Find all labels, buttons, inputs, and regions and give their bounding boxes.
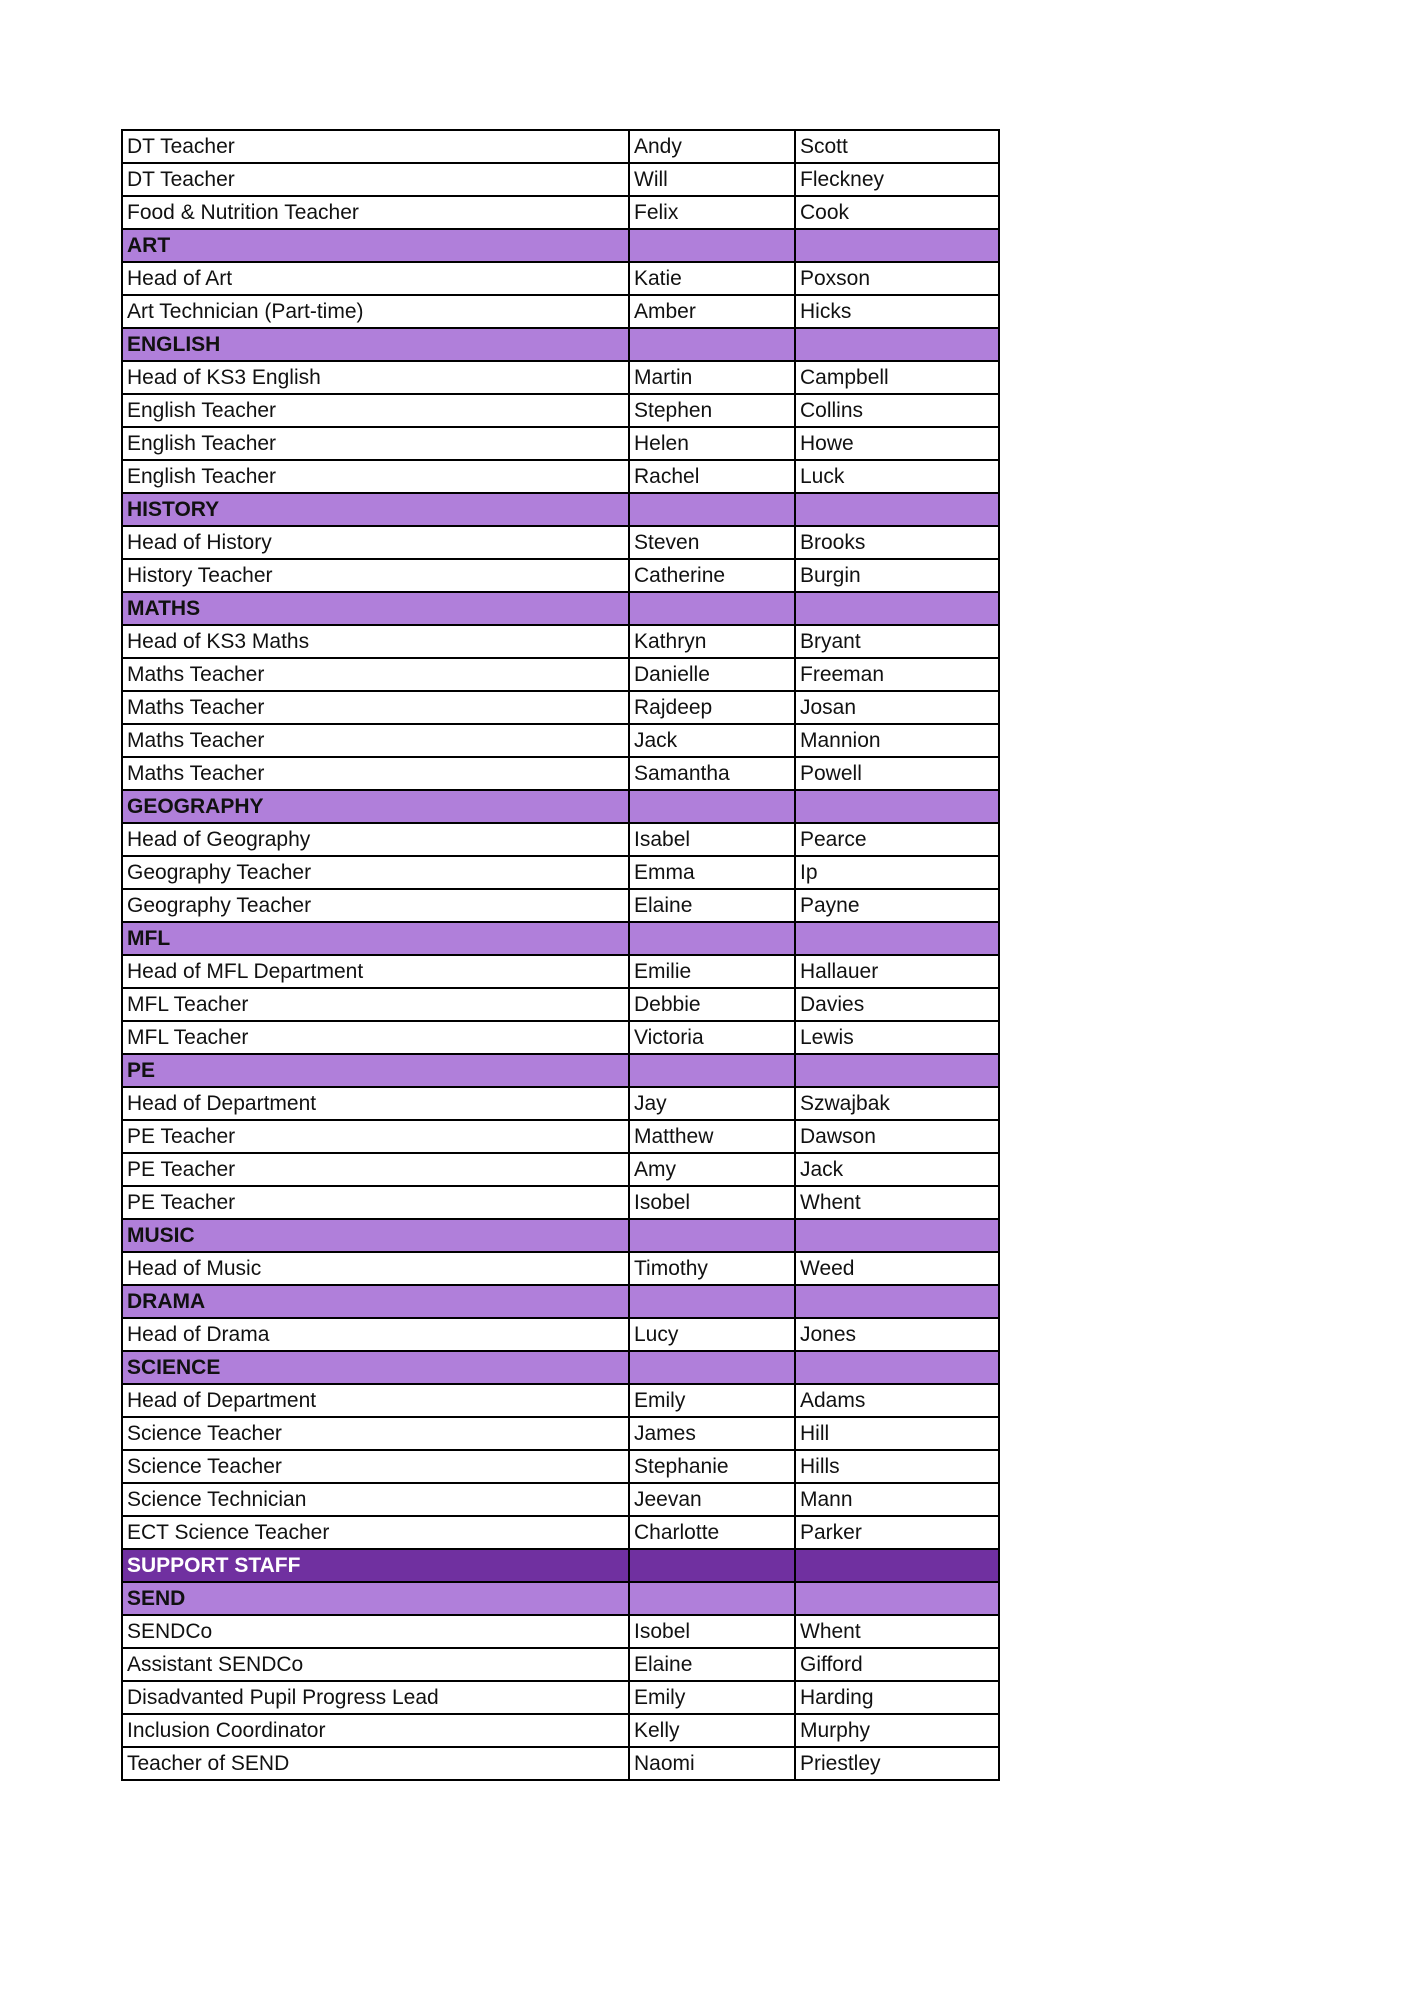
last-name-cell: Freeman bbox=[795, 658, 999, 691]
section-header-row bbox=[122, 493, 999, 526]
role-cell: English Teacher bbox=[122, 394, 629, 427]
last-name-cell: Parker bbox=[795, 1516, 999, 1549]
section-title: ART bbox=[122, 229, 629, 262]
role-cell: Head of Geography bbox=[122, 823, 629, 856]
last-name-cell: Howe bbox=[795, 427, 999, 460]
last-name-cell: Burgin bbox=[795, 559, 999, 592]
section-header-row bbox=[122, 1285, 999, 1318]
staff-row bbox=[122, 526, 999, 559]
empty-cell bbox=[795, 1054, 999, 1087]
first-name-cell: Elaine bbox=[629, 1648, 795, 1681]
last-name-cell: Jones bbox=[795, 1318, 999, 1351]
last-name-cell: Bryant bbox=[795, 625, 999, 658]
last-name-cell: Payne bbox=[795, 889, 999, 922]
staff-row bbox=[122, 1318, 999, 1351]
empty-cell bbox=[629, 592, 795, 625]
role-cell: Head of KS3 Maths bbox=[122, 625, 629, 658]
staff-row bbox=[122, 196, 999, 229]
staff-row bbox=[122, 1384, 999, 1417]
role-cell: Science Teacher bbox=[122, 1417, 629, 1450]
last-name-cell: Murphy bbox=[795, 1714, 999, 1747]
role-cell: PE Teacher bbox=[122, 1186, 629, 1219]
staff-row bbox=[122, 625, 999, 658]
role-cell: Head of Music bbox=[122, 1252, 629, 1285]
staff-table bbox=[121, 129, 1000, 1781]
section-title: HISTORY bbox=[122, 493, 629, 526]
first-name-cell: James bbox=[629, 1417, 795, 1450]
role-cell: Maths Teacher bbox=[122, 691, 629, 724]
role-cell: Head of MFL Department bbox=[122, 955, 629, 988]
first-name-cell: Kelly bbox=[629, 1714, 795, 1747]
empty-cell bbox=[629, 922, 795, 955]
staff-row bbox=[122, 1153, 999, 1186]
role-cell: Inclusion Coordinator bbox=[122, 1714, 629, 1747]
empty-cell bbox=[795, 1549, 999, 1582]
first-name-cell: Jack bbox=[629, 724, 795, 757]
staff-row bbox=[122, 823, 999, 856]
role-cell: Science Teacher bbox=[122, 1450, 629, 1483]
role-cell: Assistant SENDCo bbox=[122, 1648, 629, 1681]
empty-cell bbox=[795, 328, 999, 361]
staff-row bbox=[122, 1021, 999, 1054]
section-title: ENGLISH bbox=[122, 328, 629, 361]
role-cell: Teacher of SEND bbox=[122, 1747, 629, 1780]
last-name-cell: Scott bbox=[795, 130, 999, 163]
last-name-cell: Mann bbox=[795, 1483, 999, 1516]
staff-row bbox=[122, 955, 999, 988]
first-name-cell: Debbie bbox=[629, 988, 795, 1021]
first-name-cell: Isobel bbox=[629, 1186, 795, 1219]
role-cell: MFL Teacher bbox=[122, 1021, 629, 1054]
role-cell: Head of Department bbox=[122, 1384, 629, 1417]
empty-cell bbox=[795, 1219, 999, 1252]
last-name-cell: Priestley bbox=[795, 1747, 999, 1780]
staff-row bbox=[122, 1516, 999, 1549]
last-name-cell: Hallauer bbox=[795, 955, 999, 988]
last-name-cell: Dawson bbox=[795, 1120, 999, 1153]
section-title: MFL bbox=[122, 922, 629, 955]
staff-row bbox=[122, 262, 999, 295]
section-header-row bbox=[122, 1582, 999, 1615]
section-title: SCIENCE bbox=[122, 1351, 629, 1384]
staff-row bbox=[122, 856, 999, 889]
first-name-cell: Emily bbox=[629, 1384, 795, 1417]
first-name-cell: Helen bbox=[629, 427, 795, 460]
role-cell: History Teacher bbox=[122, 559, 629, 592]
first-name-cell: Isabel bbox=[629, 823, 795, 856]
section-header-row bbox=[122, 1054, 999, 1087]
empty-cell bbox=[629, 1582, 795, 1615]
first-name-cell: Amy bbox=[629, 1153, 795, 1186]
major-header-row bbox=[122, 1549, 999, 1582]
section-header-row bbox=[122, 1351, 999, 1384]
staff-row bbox=[122, 1747, 999, 1780]
section-title: PE bbox=[122, 1054, 629, 1087]
last-name-cell: Jack bbox=[795, 1153, 999, 1186]
role-cell: Head of Department bbox=[122, 1087, 629, 1120]
staff-row bbox=[122, 1615, 999, 1648]
section-title: DRAMA bbox=[122, 1285, 629, 1318]
empty-cell bbox=[795, 922, 999, 955]
first-name-cell: Katie bbox=[629, 262, 795, 295]
staff-row bbox=[122, 1087, 999, 1120]
section-title: MATHS bbox=[122, 592, 629, 625]
section-title: MUSIC bbox=[122, 1219, 629, 1252]
role-cell: ECT Science Teacher bbox=[122, 1516, 629, 1549]
role-cell: PE Teacher bbox=[122, 1153, 629, 1186]
role-cell: Maths Teacher bbox=[122, 724, 629, 757]
last-name-cell: Powell bbox=[795, 757, 999, 790]
last-name-cell: Pearce bbox=[795, 823, 999, 856]
section-header-row bbox=[122, 790, 999, 823]
first-name-cell: Stephen bbox=[629, 394, 795, 427]
first-name-cell: Emily bbox=[629, 1681, 795, 1714]
empty-cell bbox=[629, 1054, 795, 1087]
role-cell: DT Teacher bbox=[122, 130, 629, 163]
section-header-row bbox=[122, 229, 999, 262]
last-name-cell: Cook bbox=[795, 196, 999, 229]
first-name-cell: Elaine bbox=[629, 889, 795, 922]
first-name-cell: Danielle bbox=[629, 658, 795, 691]
first-name-cell: Andy bbox=[629, 130, 795, 163]
last-name-cell: Brooks bbox=[795, 526, 999, 559]
role-cell: Science Technician bbox=[122, 1483, 629, 1516]
role-cell: Food & Nutrition Teacher bbox=[122, 196, 629, 229]
staff-row bbox=[122, 163, 999, 196]
empty-cell bbox=[795, 493, 999, 526]
staff-row bbox=[122, 691, 999, 724]
empty-cell bbox=[795, 229, 999, 262]
first-name-cell: Steven bbox=[629, 526, 795, 559]
last-name-cell: Davies bbox=[795, 988, 999, 1021]
staff-row bbox=[122, 724, 999, 757]
last-name-cell: Weed bbox=[795, 1252, 999, 1285]
first-name-cell: Stephanie bbox=[629, 1450, 795, 1483]
first-name-cell: Matthew bbox=[629, 1120, 795, 1153]
role-cell: English Teacher bbox=[122, 460, 629, 493]
first-name-cell: Felix bbox=[629, 196, 795, 229]
first-name-cell: Rachel bbox=[629, 460, 795, 493]
empty-cell bbox=[629, 1219, 795, 1252]
empty-cell bbox=[629, 1549, 795, 1582]
first-name-cell: Samantha bbox=[629, 757, 795, 790]
last-name-cell: Collins bbox=[795, 394, 999, 427]
empty-cell bbox=[629, 790, 795, 823]
staff-row bbox=[122, 1450, 999, 1483]
section-title: GEOGRAPHY bbox=[122, 790, 629, 823]
section-header-row bbox=[122, 328, 999, 361]
role-cell: Maths Teacher bbox=[122, 757, 629, 790]
role-cell: Geography Teacher bbox=[122, 856, 629, 889]
last-name-cell: Gifford bbox=[795, 1648, 999, 1681]
staff-row bbox=[122, 889, 999, 922]
first-name-cell: Emma bbox=[629, 856, 795, 889]
section-title: SUPPORT STAFF bbox=[122, 1549, 629, 1582]
staff-row bbox=[122, 1417, 999, 1450]
last-name-cell: Harding bbox=[795, 1681, 999, 1714]
first-name-cell: Victoria bbox=[629, 1021, 795, 1054]
staff-row bbox=[122, 1252, 999, 1285]
last-name-cell: Fleckney bbox=[795, 163, 999, 196]
staff-row bbox=[122, 658, 999, 691]
staff-row bbox=[122, 1120, 999, 1153]
role-cell: Head of KS3 English bbox=[122, 361, 629, 394]
staff-row bbox=[122, 1483, 999, 1516]
role-cell: Head of Drama bbox=[122, 1318, 629, 1351]
first-name-cell: Timothy bbox=[629, 1252, 795, 1285]
empty-cell bbox=[795, 1351, 999, 1384]
empty-cell bbox=[629, 493, 795, 526]
staff-row bbox=[122, 559, 999, 592]
staff-row bbox=[122, 757, 999, 790]
role-cell: PE Teacher bbox=[122, 1120, 629, 1153]
staff-row bbox=[122, 460, 999, 493]
last-name-cell: Szwajbak bbox=[795, 1087, 999, 1120]
section-title: SEND bbox=[122, 1582, 629, 1615]
role-cell: Geography Teacher bbox=[122, 889, 629, 922]
section-header-row bbox=[122, 592, 999, 625]
first-name-cell: Kathryn bbox=[629, 625, 795, 658]
empty-cell bbox=[795, 790, 999, 823]
last-name-cell: Whent bbox=[795, 1615, 999, 1648]
first-name-cell: Martin bbox=[629, 361, 795, 394]
last-name-cell: Campbell bbox=[795, 361, 999, 394]
first-name-cell: Amber bbox=[629, 295, 795, 328]
staff-row bbox=[122, 1714, 999, 1747]
last-name-cell: Hicks bbox=[795, 295, 999, 328]
last-name-cell: Whent bbox=[795, 1186, 999, 1219]
staff-table-body bbox=[122, 130, 999, 1780]
staff-row bbox=[122, 988, 999, 1021]
first-name-cell: Jay bbox=[629, 1087, 795, 1120]
last-name-cell: Mannion bbox=[795, 724, 999, 757]
last-name-cell: Ip bbox=[795, 856, 999, 889]
empty-cell bbox=[629, 328, 795, 361]
staff-row bbox=[122, 394, 999, 427]
role-cell: Disadvanted Pupil Progress Lead bbox=[122, 1681, 629, 1714]
last-name-cell: Josan bbox=[795, 691, 999, 724]
empty-cell bbox=[629, 229, 795, 262]
empty-cell bbox=[795, 1285, 999, 1318]
first-name-cell: Rajdeep bbox=[629, 691, 795, 724]
last-name-cell: Hill bbox=[795, 1417, 999, 1450]
first-name-cell: Charlotte bbox=[629, 1516, 795, 1549]
role-cell: Head of Art bbox=[122, 262, 629, 295]
first-name-cell: Isobel bbox=[629, 1615, 795, 1648]
staff-row bbox=[122, 1186, 999, 1219]
last-name-cell: Adams bbox=[795, 1384, 999, 1417]
staff-row bbox=[122, 295, 999, 328]
first-name-cell: Naomi bbox=[629, 1747, 795, 1780]
first-name-cell: Catherine bbox=[629, 559, 795, 592]
last-name-cell: Lewis bbox=[795, 1021, 999, 1054]
staff-row bbox=[122, 1681, 999, 1714]
role-cell: Maths Teacher bbox=[122, 658, 629, 691]
section-header-row bbox=[122, 922, 999, 955]
staff-row bbox=[122, 130, 999, 163]
role-cell: SENDCo bbox=[122, 1615, 629, 1648]
role-cell: Art Technician (Part-time) bbox=[122, 295, 629, 328]
first-name-cell: Jeevan bbox=[629, 1483, 795, 1516]
staff-row bbox=[122, 1648, 999, 1681]
first-name-cell: Emilie bbox=[629, 955, 795, 988]
last-name-cell: Poxson bbox=[795, 262, 999, 295]
role-cell: DT Teacher bbox=[122, 163, 629, 196]
first-name-cell: Lucy bbox=[629, 1318, 795, 1351]
role-cell: MFL Teacher bbox=[122, 988, 629, 1021]
staff-row bbox=[122, 427, 999, 460]
empty-cell bbox=[629, 1285, 795, 1318]
last-name-cell: Luck bbox=[795, 460, 999, 493]
first-name-cell: Will bbox=[629, 163, 795, 196]
empty-cell bbox=[795, 1582, 999, 1615]
empty-cell bbox=[795, 592, 999, 625]
empty-cell bbox=[629, 1351, 795, 1384]
role-cell: Head of History bbox=[122, 526, 629, 559]
staff-row bbox=[122, 361, 999, 394]
section-header-row bbox=[122, 1219, 999, 1252]
role-cell: English Teacher bbox=[122, 427, 629, 460]
last-name-cell: Hills bbox=[795, 1450, 999, 1483]
